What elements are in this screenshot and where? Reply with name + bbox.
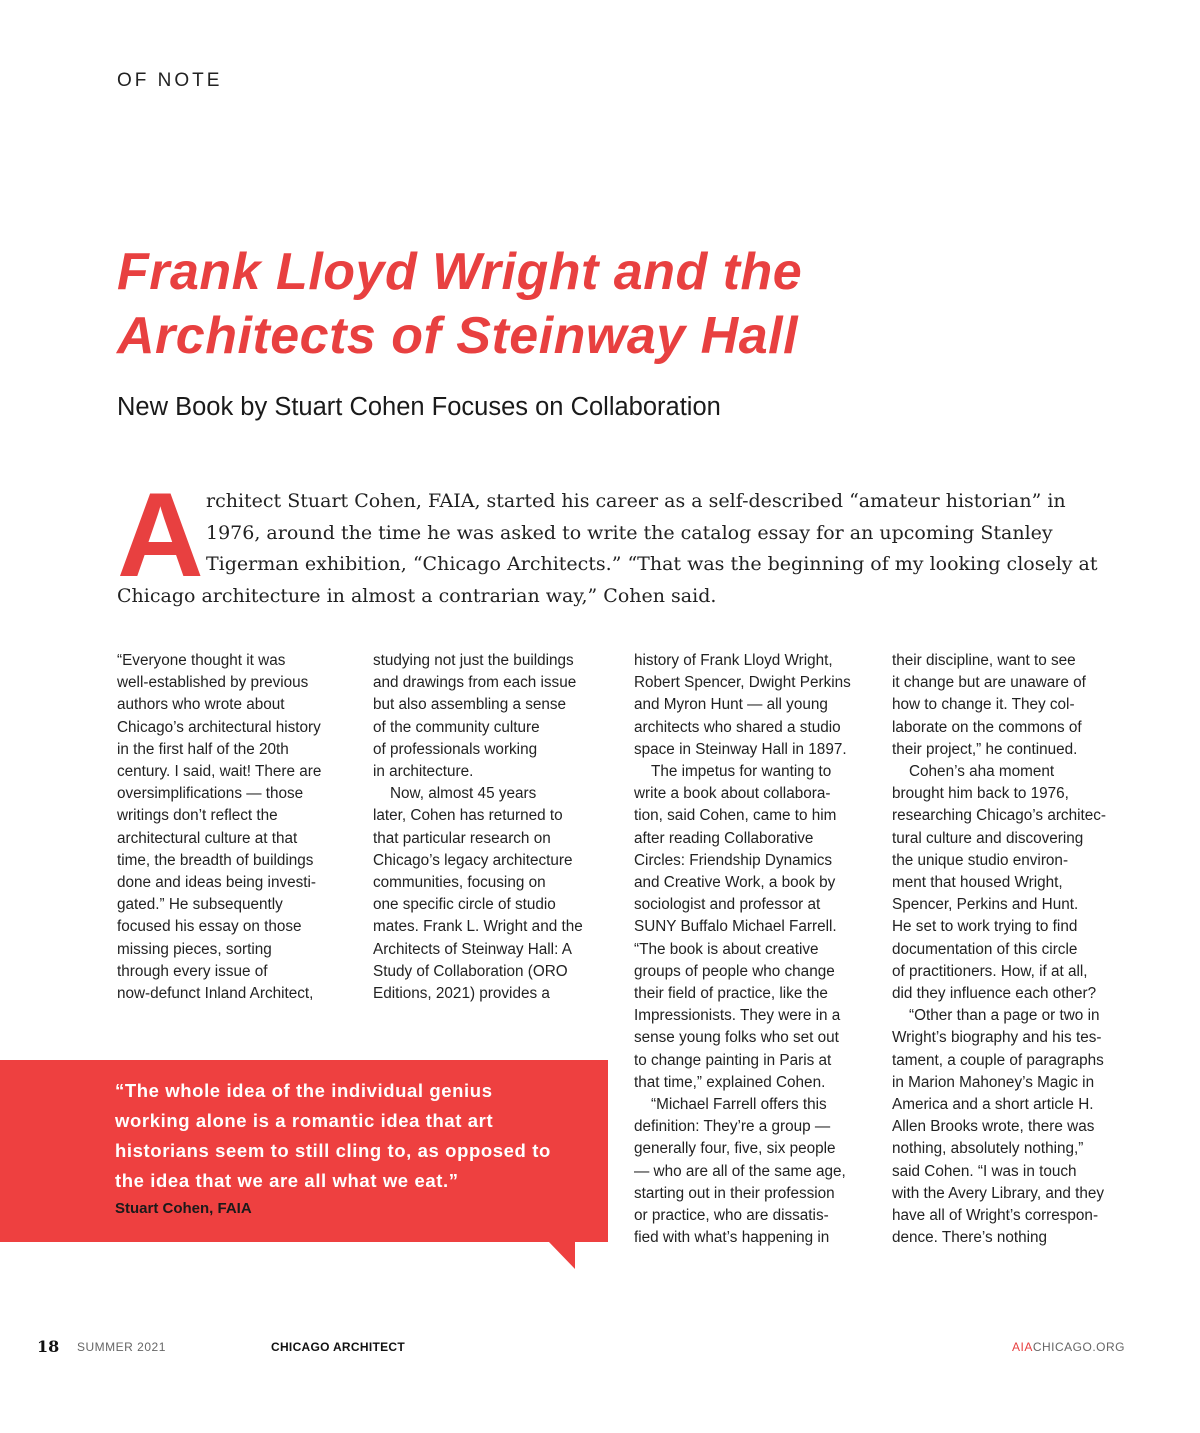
pullquote-text [115, 1076, 595, 1196]
body-line: that particular research on [373, 829, 551, 847]
site-url-suffix: CHICAGO.ORG [1032, 1340, 1125, 1354]
body-line: history of Frank Lloyd Wright, [634, 652, 833, 669]
body-line: “Everyone thought it was [117, 652, 286, 669]
body-line: it change but are unaware of [892, 674, 1086, 692]
body-line: write a book about collabora- [634, 785, 831, 803]
body-line: sociologist and professor at [634, 896, 821, 914]
site-url-prefix: AIA [1011, 1340, 1033, 1354]
body-line: Chicago’s legacy architecture [373, 851, 573, 869]
body-line: dence. There’s nothing [892, 1229, 1048, 1247]
body-line: tion, said Cohen, came to him [634, 807, 837, 825]
body-line: to change painting in Paris at [634, 1051, 832, 1069]
body-line: Robert Spencer, Dwight Perkins [634, 674, 851, 692]
page-number: 18 [37, 1337, 60, 1356]
body-line: have all of Wright’s correspon- [892, 1207, 1099, 1225]
intro-line: Tigerman exhibition, “Chicago Architects.” “That was the beginning of my looking closely at [206, 553, 1098, 575]
body-line: sense young folks who set out [634, 1029, 839, 1047]
issue-label: SUMMER 2021 [77, 1340, 166, 1354]
body-line: gated.” He subsequently [117, 896, 283, 914]
body-line: century. I said, wait! There are [117, 763, 322, 781]
body-line: architectural culture at that [117, 829, 298, 847]
drop-cap: A [117, 468, 204, 602]
magazine-name: CHICAGO ARCHITECT [271, 1340, 405, 1354]
body-line: their field of practice, like the [634, 985, 828, 1003]
body-line: how to change it. They col- [892, 696, 1075, 714]
body-line: generally four, five, six people [634, 1140, 836, 1158]
body-line: the unique studio environ- [892, 851, 1069, 869]
body-line: later, Cohen has returned to [373, 807, 563, 825]
intro-line: 1976, around the time he was asked to write the catalog essay for an upcoming Stanley [206, 521, 1053, 544]
body-line: of professionals working [373, 740, 538, 758]
body-line: did they influence each other? [892, 985, 1097, 1003]
intro-line: Chicago architecture in almost a contrarian way,” Cohen said. [117, 584, 717, 607]
section-label: OF NOTE [117, 70, 223, 91]
body-line: He set to work trying to find [892, 918, 1078, 936]
body-line: Spencer, Perkins and Hunt. [892, 896, 1079, 914]
body-line: time, the breadth of buildings [117, 851, 314, 869]
body-line: communities, focusing on [373, 874, 546, 892]
body-line: researching Chicago’s architec- [892, 807, 1106, 825]
body-line: well-established by previous [117, 674, 309, 692]
body-line: tural culture and discovering [892, 829, 1084, 847]
article-headline [117, 240, 1077, 368]
body-line: “Other than a page or two in [909, 1007, 1100, 1025]
pullquote-attribution: Stuart Cohen, FAIA [115, 1200, 252, 1217]
body-line: fied with what’s happening in [634, 1229, 830, 1247]
body-line: Now, almost 45 years [390, 785, 537, 803]
pullquote-line: “The whole idea of the individual genius [115, 1080, 493, 1101]
body-line: Cohen’s aha moment [909, 763, 1055, 781]
body-line: Wright’s biography and his tes- [892, 1029, 1102, 1047]
body-line: focused his essay on those [117, 918, 302, 936]
body-line: studying not just the buildings [373, 652, 574, 669]
body-line: or practice, who are dissatis- [634, 1207, 829, 1225]
body-line: America and a short article H. [892, 1096, 1094, 1114]
body-line: after reading Collaborative [634, 829, 814, 847]
body-line: brought him back to 1976, [892, 785, 1069, 803]
body-line: groups of people who change [634, 962, 835, 980]
pullquote-line: the idea that we are all what we eat.” [115, 1170, 459, 1191]
body-line: documentation of this circle [892, 940, 1078, 958]
body-line: — who are all of the same age, [634, 1162, 846, 1180]
body-line: but also assembling a sense [373, 696, 567, 714]
body-line: and Myron Hunt — all young [634, 696, 828, 714]
intro-paragraph [117, 486, 1117, 612]
body-line: missing pieces, sorting [117, 940, 272, 958]
body-line: mates. Frank L. Wright and the [373, 918, 583, 936]
body-line: Architects of Steinway Hall: A [373, 940, 572, 958]
body-line: Editions, 2021) provides a [373, 985, 550, 1003]
body-line: one specific circle of studio [373, 896, 556, 914]
body-line: with the Avery Library, and they [892, 1184, 1105, 1202]
body-line: oversimplifications — those [117, 785, 304, 803]
body-line: “The book is about creative [634, 940, 819, 958]
body-column-4 [892, 650, 1132, 1249]
body-line: Circles: Friendship Dynamics [634, 851, 833, 869]
body-line: nothing, absolutely nothing,” [892, 1140, 1084, 1158]
body-line: laborate on the commons of [892, 718, 1082, 736]
body-line: their project,” he continued. [892, 740, 1078, 758]
body-line: definition: They’re a group — [634, 1118, 831, 1136]
body-line: Chicago’s architectural history [117, 718, 321, 736]
body-line: Impressionists. They were in a [634, 1007, 841, 1025]
body-line: space in Steinway Hall in 1897. [634, 740, 847, 758]
headline-line-1: Frank Lloyd Wright and the [117, 243, 803, 301]
body-line: and Creative Work, a book by [634, 874, 836, 892]
article-subhead: New Book by Stuart Cohen Focuses on Collaboration [117, 393, 721, 421]
site-url [1012, 1340, 1125, 1354]
body-line: authors who wrote about [117, 696, 285, 714]
body-column-1 [117, 650, 357, 1005]
body-line: Study of Collaboration (ORO [373, 962, 568, 980]
body-line: architects who shared a studio [634, 718, 841, 736]
body-line: starting out in their profession [634, 1184, 835, 1202]
body-line: through every issue of [117, 962, 268, 980]
body-line: in Marion Mahoney’s Magic in [892, 1073, 1095, 1091]
pullquote-tail [548, 1241, 575, 1269]
body-line: in the first half of the 20th [117, 740, 289, 758]
headline-line-2: Architects of Steinway Hall [117, 307, 799, 365]
body-line: of the community culture [373, 718, 540, 736]
body-column-3 [634, 650, 874, 1249]
body-column-2 [373, 650, 613, 1005]
body-line: SUNY Buffalo Michael Farrell. [634, 918, 837, 936]
body-line: their discipline, want to see [892, 652, 1076, 669]
body-line: The impetus for wanting to [651, 763, 832, 781]
pullquote-line: historians seem to still cling to, as opposed to [115, 1140, 551, 1161]
intro-line: rchitect Stuart Cohen, FAIA, started his career as a self-described “amateur historian” in [206, 490, 1066, 512]
body-line: writings don’t reflect the [117, 807, 278, 825]
body-line: tament, a couple of paragraphs [892, 1051, 1104, 1069]
body-line: ment that housed Wright, [892, 874, 1063, 892]
body-line: “Michael Farrell offers this [651, 1096, 827, 1114]
body-line: now-defunct Inland Architect, [117, 985, 314, 1003]
body-line: that time,” explained Cohen. [634, 1073, 826, 1091]
body-line: of practitioners. How, if at all, [892, 962, 1088, 980]
body-line: done and ideas being investi- [117, 874, 317, 892]
body-line: Allen Brooks wrote, there was [892, 1118, 1095, 1136]
pullquote-line: working alone is a romantic idea that art [115, 1110, 494, 1131]
body-line: in architecture. [373, 763, 474, 781]
body-line: and drawings from each issue [373, 674, 577, 692]
body-line: said Cohen. “I was in touch [892, 1162, 1077, 1180]
